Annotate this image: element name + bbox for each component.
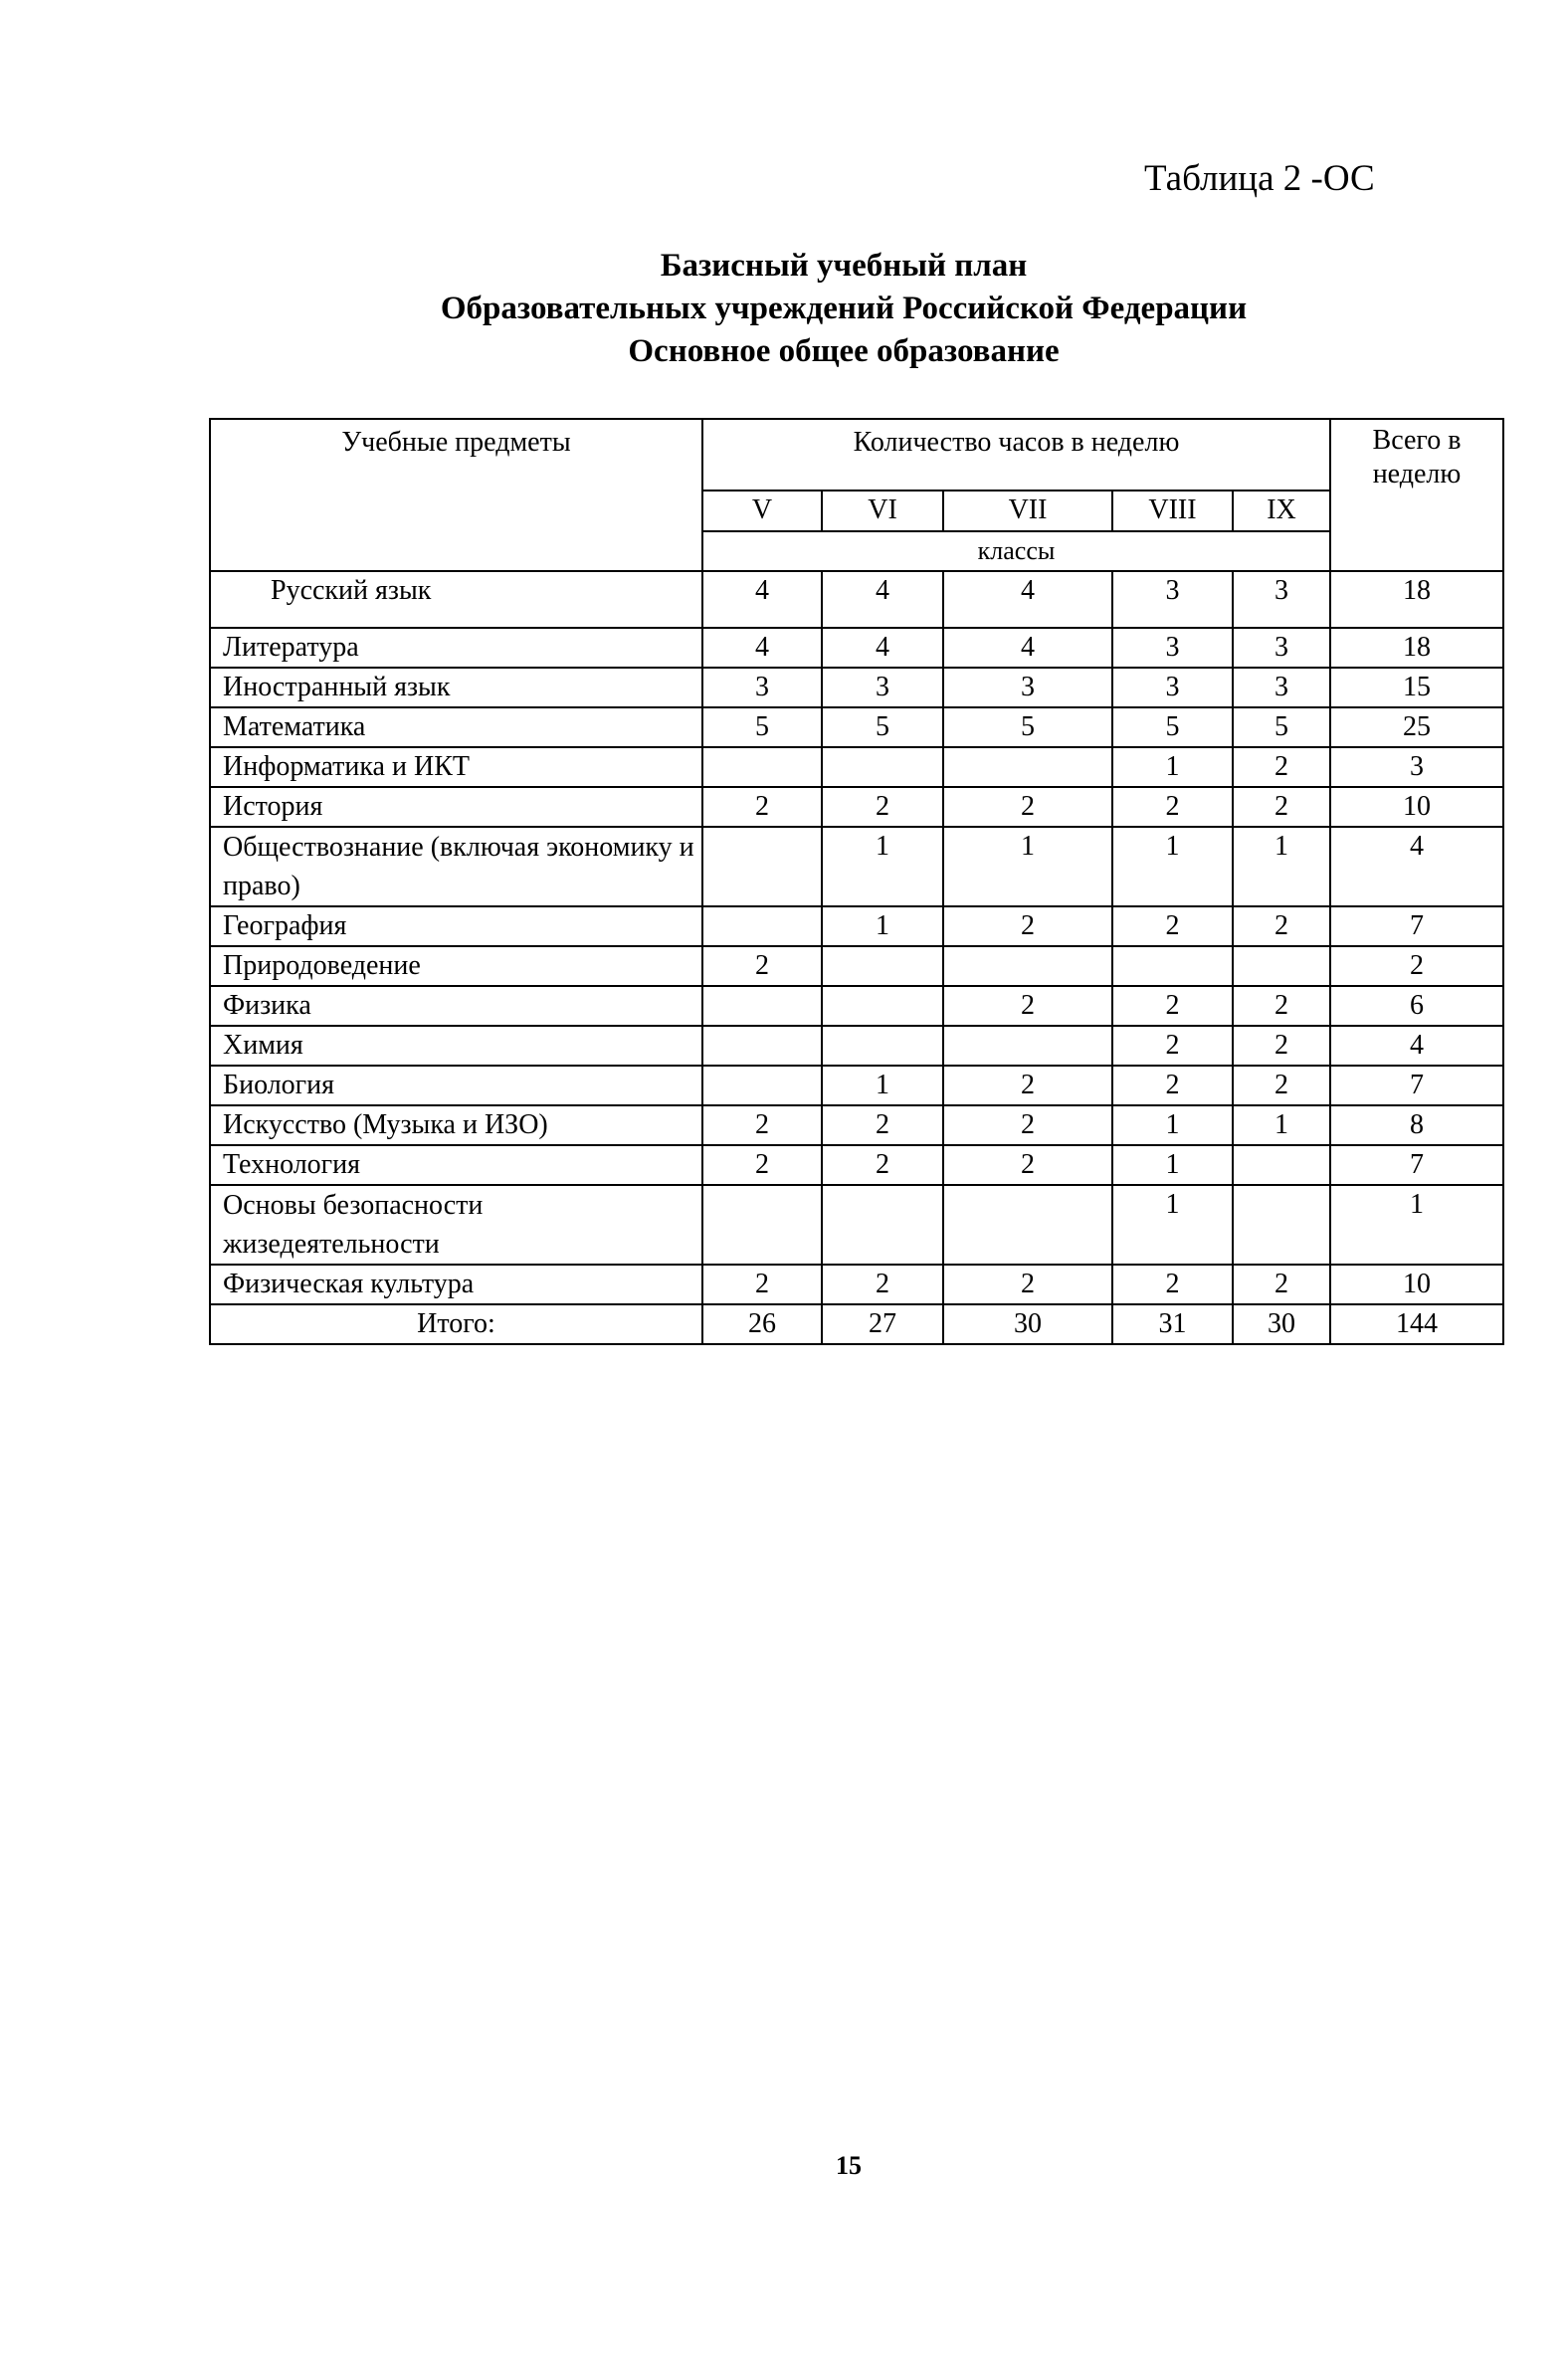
totals-row [210,1304,1503,1344]
subject-cell: Физика [210,986,702,1026]
subject-cell: Физическая культура [210,1265,702,1304]
curriculum-table [209,418,1504,1345]
hours-cell: 2 [1112,906,1233,946]
table-row [210,1145,1503,1185]
header-hours: Количество часов в неделю [702,419,1330,491]
table-row [210,668,1503,707]
subject-cell: История [210,787,702,827]
hours-cell [822,747,943,787]
hours-cell [1233,946,1330,986]
totals-cell: 30 [1233,1304,1330,1344]
table-row [210,1026,1503,1066]
hours-cell: 2 [702,1265,822,1304]
hours-cell: 2 [1112,986,1233,1026]
hours-cell: 2 [1112,1265,1233,1304]
hours-cell: 5 [943,707,1112,747]
total-cell: 8 [1330,1105,1503,1145]
table-row [210,1105,1503,1145]
subject-cell: Искусство (Музыка и ИЗО) [210,1105,702,1145]
hours-cell [943,1185,1112,1265]
totals-cell: 31 [1112,1304,1233,1344]
hours-cell [1112,946,1233,986]
totals-label: Итого: [210,1304,702,1344]
hours-cell: 5 [702,707,822,747]
hours-cell: 2 [1112,787,1233,827]
total-cell: 18 [1330,628,1503,668]
subject-cell: Информатика и ИКТ [210,747,702,787]
hours-cell: 4 [822,628,943,668]
hours-cell: 2 [702,787,822,827]
hours-cell [943,747,1112,787]
grade-header: VIII [1112,491,1233,531]
grade-header: V [702,491,822,531]
table-row [210,1185,1503,1265]
totals-cell: 27 [822,1304,943,1344]
hours-cell [702,986,822,1026]
table-row [210,707,1503,747]
hours-cell: 3 [822,668,943,707]
subject-cell: Обществознание (включая экономику и право) [210,827,702,906]
total-cell: 1 [1330,1185,1503,1265]
total-cell: 15 [1330,668,1503,707]
hours-cell: 2 [1233,986,1330,1026]
total-cell: 3 [1330,747,1503,787]
subject-cell: Русский язык [210,571,702,628]
total-cell: 7 [1330,1145,1503,1185]
total-cell: 4 [1330,1026,1503,1066]
totals-cell: 30 [943,1304,1112,1344]
table-row [210,1066,1503,1105]
title-line: Базисный учебный план [660,248,1028,284]
hours-cell: 5 [822,707,943,747]
hours-cell: 1 [822,906,943,946]
title-line: Основное общее образование [628,333,1060,369]
hours-cell: 2 [1112,1066,1233,1105]
header-classes: классы [702,531,1330,571]
header-subjects: Учебные предметы [210,419,702,571]
grade-header: VI [822,491,943,531]
subject-cell: Основы безопасности жизедеятельности [210,1185,702,1265]
totals-cell: 26 [702,1304,822,1344]
subject-cell: Биология [210,1066,702,1105]
document-title [0,245,1568,373]
table-row [210,906,1503,946]
hours-cell: 2 [822,1265,943,1304]
table-row [210,946,1503,986]
hours-cell: 1 [1112,1105,1233,1145]
hours-cell: 2 [943,1145,1112,1185]
total-cell: 7 [1330,1066,1503,1105]
hours-cell: 3 [702,668,822,707]
hours-cell [702,827,822,906]
hours-cell [702,1066,822,1105]
page-number: 15 [836,2151,862,2180]
hours-cell [822,1026,943,1066]
hours-cell [702,747,822,787]
hours-cell: 3 [1233,668,1330,707]
grade-header: IX [1233,491,1330,531]
hours-cell: 1 [1112,1185,1233,1265]
hours-cell [822,1185,943,1265]
hours-cell: 1 [943,827,1112,906]
grand-total-cell: 144 [1330,1304,1503,1344]
hours-cell: 3 [1233,628,1330,668]
hours-cell: 2 [943,1066,1112,1105]
hours-cell: 1 [822,1066,943,1105]
hours-cell: 2 [822,1105,943,1145]
table-row [210,986,1503,1026]
total-cell: 10 [1330,1265,1503,1304]
hours-cell: 2 [1112,1026,1233,1066]
table-label: Таблица 2 -ОС [1144,158,1375,199]
hours-cell: 3 [1112,628,1233,668]
hours-cell: 1 [1233,827,1330,906]
subject-cell: Технология [210,1145,702,1185]
total-cell: 10 [1330,787,1503,827]
hours-cell [943,1026,1112,1066]
hours-cell: 2 [943,906,1112,946]
hours-cell: 3 [943,668,1112,707]
hours-cell: 2 [1233,787,1330,827]
hours-cell [822,986,943,1026]
hours-cell: 2 [1233,1066,1330,1105]
hours-cell: 2 [943,787,1112,827]
hours-cell [702,1026,822,1066]
hours-cell [702,906,822,946]
hours-cell: 2 [1233,1265,1330,1304]
hours-cell: 2 [822,1145,943,1185]
table-row [210,747,1503,787]
hours-cell: 1 [1112,747,1233,787]
total-cell: 25 [1330,707,1503,747]
hours-cell: 1 [822,827,943,906]
hours-cell: 4 [702,628,822,668]
subject-cell: Литература [210,628,702,668]
hours-cell: 1 [1112,827,1233,906]
hours-cell: 1 [1112,1145,1233,1185]
subject-cell: Иностранный язык [210,668,702,707]
hours-cell: 1 [1233,1105,1330,1145]
hours-cell: 4 [943,628,1112,668]
hours-cell: 2 [702,946,822,986]
hours-cell: 3 [1112,571,1233,628]
total-cell: 6 [1330,986,1503,1026]
subject-cell: Математика [210,707,702,747]
total-cell: 2 [1330,946,1503,986]
hours-cell: 2 [702,1145,822,1185]
hours-cell: 3 [1233,571,1330,628]
hours-cell: 3 [1112,668,1233,707]
hours-cell: 2 [1233,1026,1330,1066]
table-row [210,1265,1503,1304]
hours-cell: 4 [822,571,943,628]
hours-cell: 2 [943,1265,1112,1304]
hours-cell [702,1185,822,1265]
hours-cell: 5 [1233,707,1330,747]
hours-cell: 2 [702,1105,822,1145]
grade-header: VII [943,491,1112,531]
table-row [210,571,1503,628]
total-cell: 7 [1330,906,1503,946]
hours-cell [1233,1185,1330,1265]
header-total: Всего в неделю [1330,419,1503,571]
hours-cell: 2 [822,787,943,827]
total-cell: 18 [1330,571,1503,628]
table-row [210,787,1503,827]
hours-cell: 4 [702,571,822,628]
hours-cell: 2 [943,1105,1112,1145]
hours-cell [822,946,943,986]
subject-cell: Химия [210,1026,702,1066]
hours-cell: 5 [1112,707,1233,747]
hours-cell: 2 [1233,747,1330,787]
hours-cell [1233,1145,1330,1185]
subject-cell: Природоведение [210,946,702,986]
table-row [210,628,1503,668]
total-cell: 4 [1330,827,1503,906]
hours-cell: 2 [943,986,1112,1026]
subject-cell: География [210,906,702,946]
table-row [210,827,1503,906]
hours-cell: 4 [943,571,1112,628]
title-line: Образовательных учреждений Российской Федерации [440,291,1248,326]
hours-cell: 2 [1233,906,1330,946]
hours-cell [943,946,1112,986]
